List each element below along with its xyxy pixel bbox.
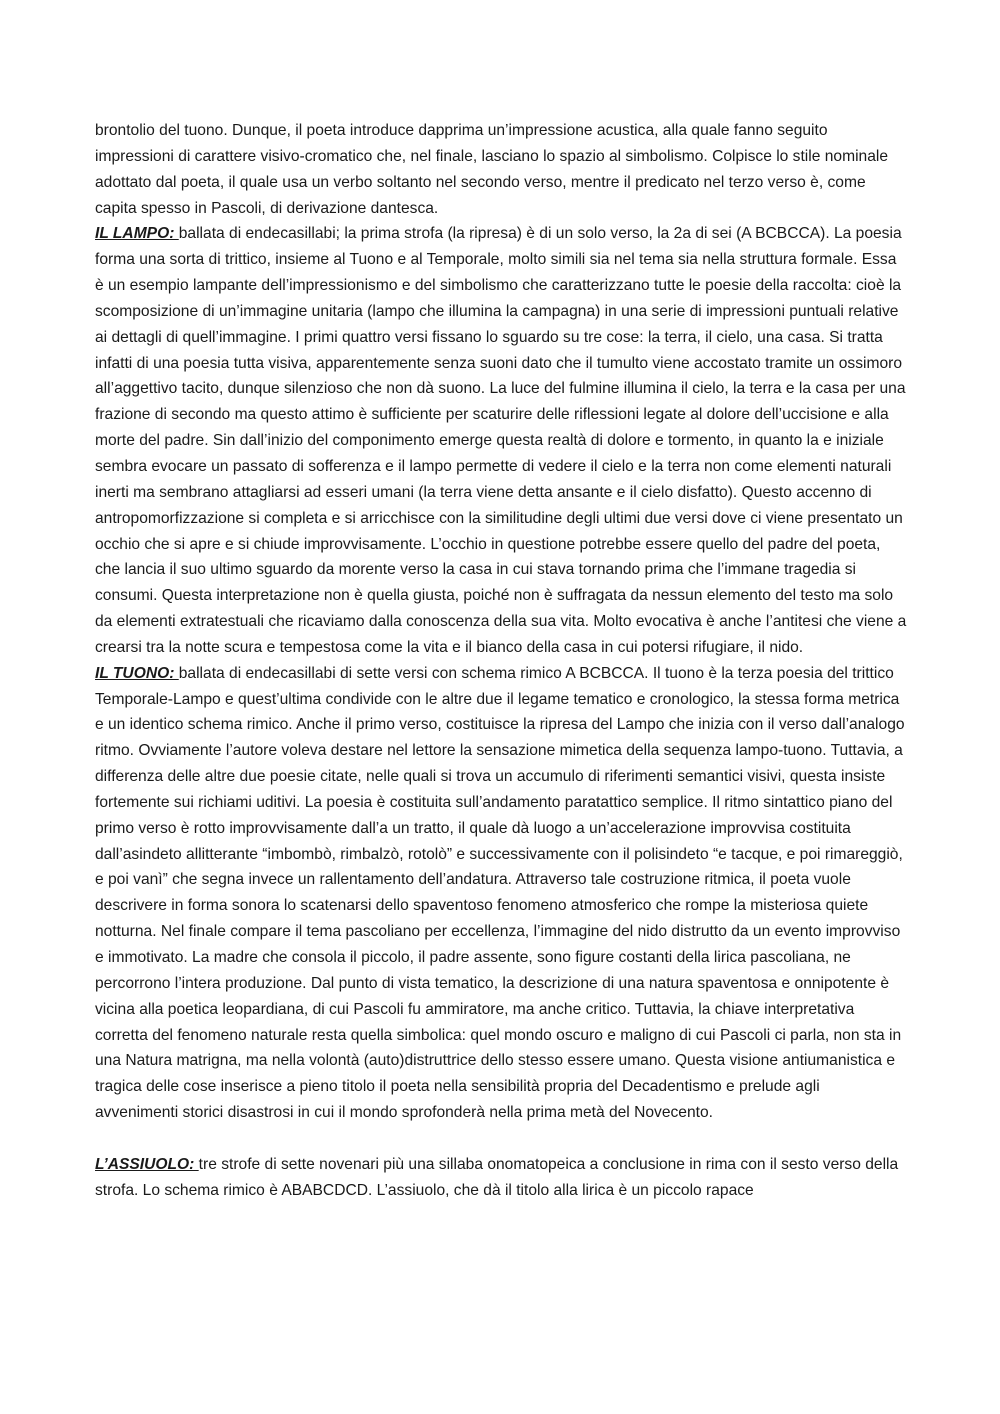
section-heading-il-lampo: IL LAMPO: xyxy=(95,225,179,243)
paragraph-intro xyxy=(95,118,907,221)
section-heading-assiuolo: L’ASSIUOLO: xyxy=(95,1155,199,1173)
paragraph-text: brontolio del tuono. Dunque, il poeta introduce dapprima un’impressione acustica, alla quale fanno seguito impressioni di carattere visivo-cromatico che, nel finale, lasciano lo spazio al simbolismo. Colpisce lo stile nominale adottato dal poeta, il quale usa un verbo soltanto nel secondo verso, mentre il predicato nel terzo verso è, come capita spesso in Pascoli, di derivazione dantesca. xyxy=(95,122,889,217)
paragraph-spacer xyxy=(95,1126,907,1152)
paragraph-text: tre strofe di sette novenari più una sillaba onomatopeica a conclusione in rima con il sesto verso della strofa. Lo schema rimico è ABABCDCD. L’assiuolo, che dà il titolo alla lirica è un piccolo rapace xyxy=(95,1155,899,1199)
paragraph-assiuolo xyxy=(95,1152,907,1204)
paragraph-il-lampo xyxy=(95,221,907,660)
section-heading-il-tuono: IL TUONO: xyxy=(95,664,179,682)
paragraph-il-tuono xyxy=(95,661,907,1126)
document-body xyxy=(95,118,907,1203)
paragraph-text: ballata di endecasillabi; la prima strofa (la ripresa) è di un solo verso, la 2a di sei (A BCBCCA). La poesia forma una sorta di trittico, insieme al Tuono e al Temporale, molto simili sia nel tema sia nella struttura formale. Essa è un esempio lampante dell’impressionismo e del simbolismo che caratterizzano tutte le poesie della raccolta: cioè la scomposizione di un’immagine unitaria (lampo che illumina la campagna) in una serie di impressioni puntuali relative ai dettagli di quell’immagine. I primi quattro versi fissano lo sguardo su tre cose: la terra, il cielo, una casa. Si tratta infatti di una poesia tutta visiva, apparentemente senza suoni dato che il tumulto viene accostato tramite un ossimoro all’aggettivo tacito, dunque silenzioso che non dà suono. La luce del fulmine illumina il cielo, la terra e la casa per una frazione di secondo ma questo attimo è sufficiente per scaturire delle riflessioni legate al dolore dell’uccisione e alla morte del padre. Sin dall’inizio del componimento emerge questa realtà di dolore e tormento, in quanto la e iniziale sembra evocare un passato di sofferenza e il lampo permette di vedere il cielo e la terra non come elementi naturali inerti ma sembrano attagliarsi ad esseri umani (la terra viene detta ansante e il cielo disfatto). Questo accenno di antropomorfizzazione si completa e si arricchisce con la similitudine degli ultimi due versi dove ci viene presentato un occhio che si apre e si chiude improvvisamente. L’occhio in questione potrebbe essere quello del padre del poeta, che lancia il suo ultimo sguardo da morente verso la casa in cui stava tornando prima che l’immane tragedia si consumi. Questa interpretazione non è quella giusta, poiché non è suffragata da nessun elemento del testo ma solo da elementi extratestuali che ricaviamo dalla conoscenza della sua vita. Molto evocativa è anche l’antitesi che viene a crearsi tra la notte scura e tempestosa come la vita e il bianco della casa in cui potersi rifugiare, il nido. xyxy=(95,225,907,656)
paragraph-text: ballata di endecasillabi di sette versi con schema rimico A BCBCCA. Il tuono è la terza poesia del trittico Temporale-Lampo e quest’ultima condivide con le altre due il legame tematico e cronologico, la stessa forma metrica e un identico schema rimico. Anche il primo verso, costituisce la ripresa del Lampo che inizia con il verso dall’analogo ritmo. Ovviamente l’autore voleva destare nel lettore la sensazione mimetica della sequenza lampo-tuono. Tuttavia, a differenza delle altre due poesie citate, nelle quali si trova un accumulo di riferimenti semantici visivi, questa insiste fortemente sui richiami uditivi. La poesia è costituita sull’andamento paratattico semplice. Il ritmo sintattico piano del primo verso è rotto improvvisamente dall’a un tratto, il quale dà luogo a un’accelerazione improvvisa costituita dall’asindeto allitterante “imbombò, rimbalzò, rotolò” e successivamente con il polisindeto “e tacque, e poi rimareggiò, e poi vanì” che segna invece un rallentamento dell’andatura. Attraverso tale costruzione ritmica, il poeta vuole descrivere in forma sonora lo scatenarsi dello spaventoso fenomeno atmosferico che rompe la misteriosa quiete notturna. Nel finale compare il tema pascoliano per eccellenza, l’immagine del nido distrutto da un evento improvviso e immotivato. La madre che consola il piccolo, il padre assente, sono figure costanti della lirica pascoliana, ne percorrono l’intera produzione. Dal punto di vista tematico, la descrizione di una natura spaventosa e onnipotente è vicina alla poetica leopardiana, di cui Pascoli fu ammiratore, ma anche critico. Tuttavia, la chiave interpretativa corretta del fenomeno naturale resta quella simbolica: quel mondo oscuro e maligno di cui Pascoli ci parla, non sta in una Natura matrigna, ma nella volontà (auto)distruttrice dello stesso essere umano. Questa visione antiumanistica e tragica delle cose inserisce a pieno titolo il poeta nella sensibilità propria del Decadentismo e prelude agli avvenimenti storici disastrosi in cui il mondo sprofonderà nella prima metà del Novecento. xyxy=(95,664,905,1122)
